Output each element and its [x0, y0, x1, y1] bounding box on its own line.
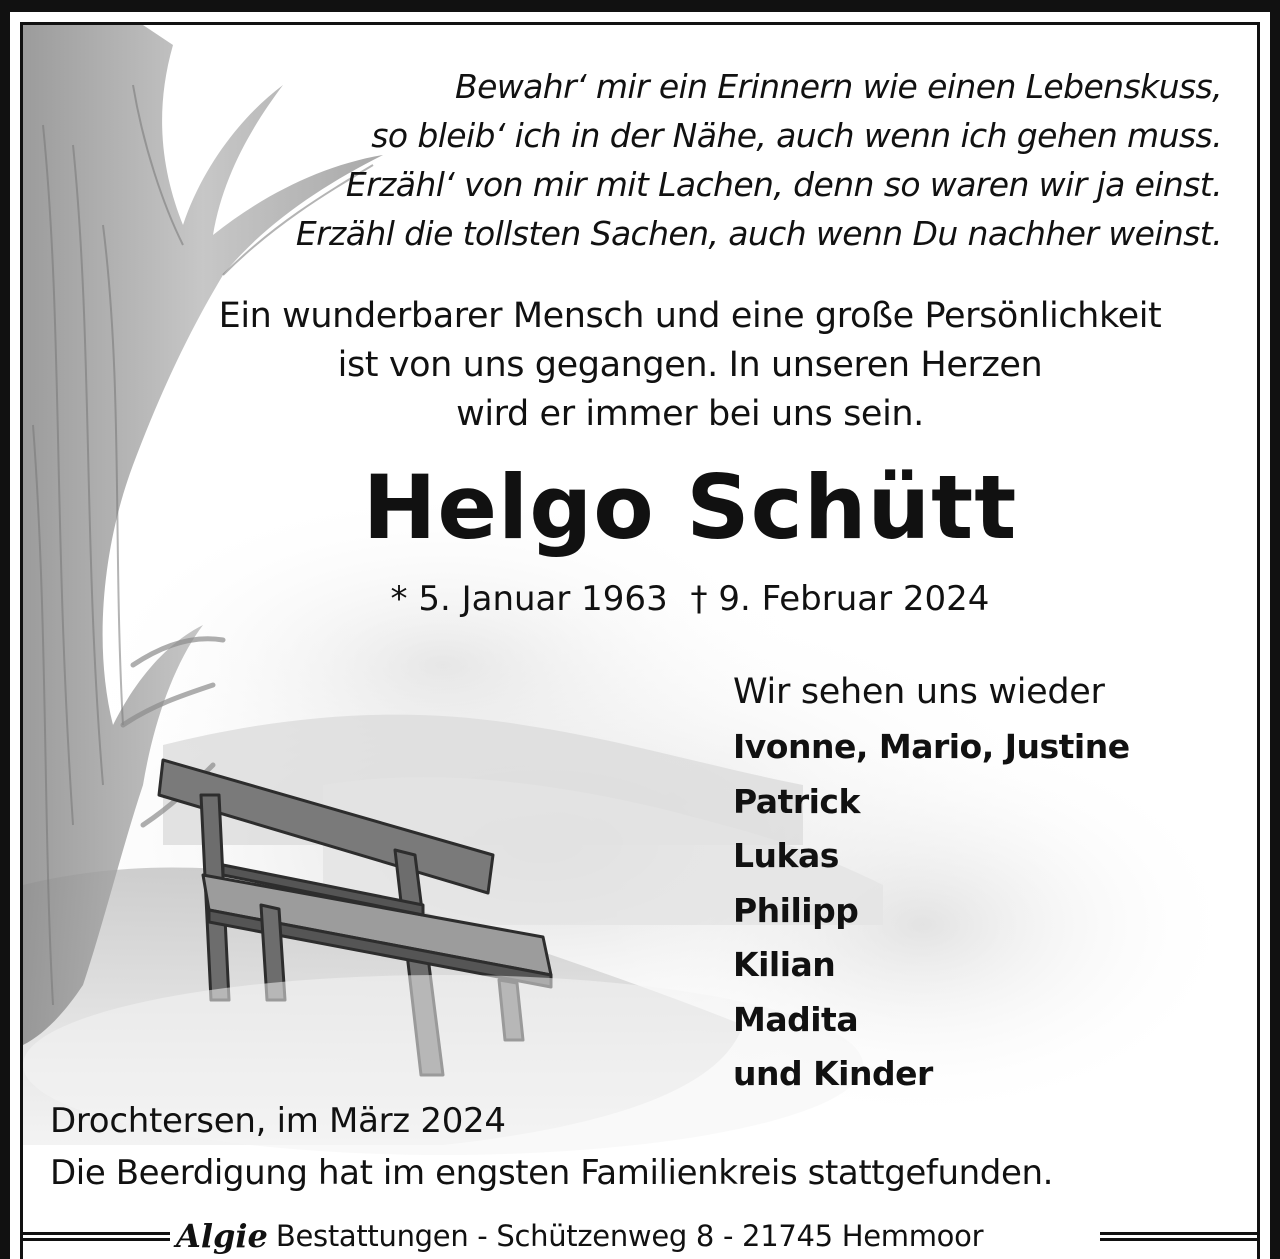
- intro-line: Ein wunderbarer Mensch und eine große Persönlichkeit: [218, 296, 1162, 336]
- mourner-name: Lukas: [733, 836, 839, 875]
- undertaker-rule-right: [1100, 1232, 1260, 1241]
- poem-line: so bleib‘ ich in der Nähe, auch wenn ich gehen muss.: [371, 116, 1222, 155]
- mourner-name: Philipp: [733, 890, 859, 930]
- intro-text: [0, 292, 1280, 439]
- poem-line: Erzähl‘ von mir mit Lachen, denn so waren wir ja einst.: [345, 165, 1222, 204]
- intro-line: ist von uns gegangen. In unseren Herzen: [337, 345, 1043, 385]
- poem-line: Bewahr‘ mir ein Erinnern wie einen Lebenskuss,: [455, 67, 1222, 106]
- mourners-block: [733, 664, 1130, 1102]
- funeral-note: Die Beerdigung hat im engsten Familienkreis stattgefunden.: [50, 1153, 1054, 1193]
- undertaker-line: [170, 1214, 989, 1258]
- mourner-name: Madita: [733, 999, 859, 1039]
- poem-line: Erzähl die tollsten Sachen, auch wenn Du nachher weinst.: [295, 214, 1222, 253]
- death-date: † 9. Februar 2024: [690, 579, 990, 619]
- poem: [296, 62, 1222, 258]
- undertaker-rule-left: [20, 1232, 180, 1241]
- undertaker-logo: Algie: [176, 1217, 268, 1255]
- mourner-name: Patrick: [733, 781, 860, 821]
- life-dates: [0, 576, 1280, 622]
- mourner-name: Ivonne, Mario, Justine: [733, 727, 1130, 766]
- place-and-date: Drochtersen, im März 2024: [50, 1101, 506, 1141]
- undertaker-address: Bestattungen - Schützenweg 8 - 21745 Hemmoor: [275, 1219, 984, 1253]
- mourner-name: Kilian: [733, 945, 836, 984]
- mourners-intro: Wir sehen uns wieder: [733, 672, 1105, 712]
- deceased-name: Helgo Schütt: [362, 456, 1018, 559]
- mourner-name: und Kinder: [733, 1054, 933, 1093]
- intro-line: wird er immer bei uns sein.: [456, 394, 924, 434]
- birth-date: * 5. Januar 1963: [390, 579, 668, 619]
- undertaker-bar: [0, 1214, 1280, 1258]
